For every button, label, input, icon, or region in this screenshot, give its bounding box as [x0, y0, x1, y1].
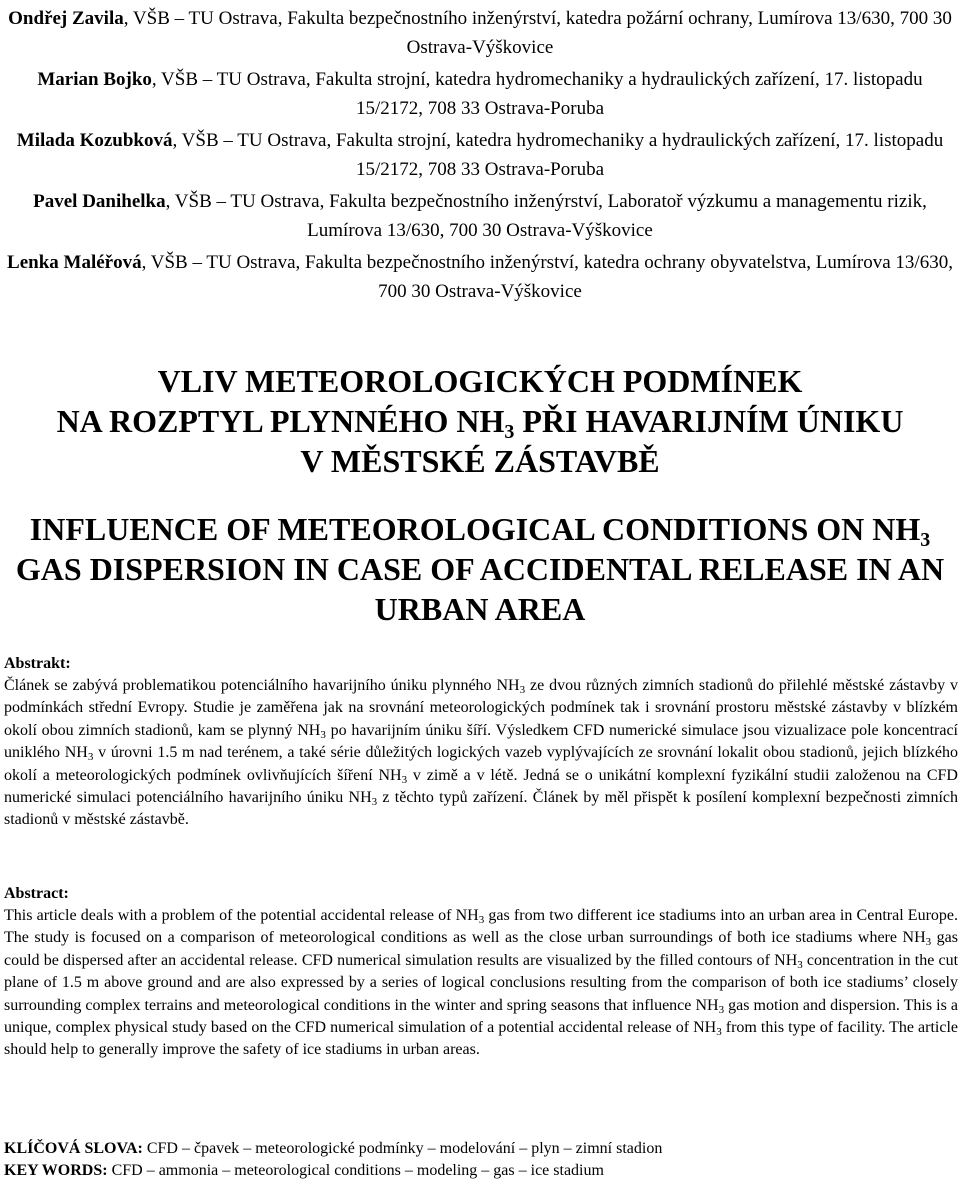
author-affiliation: , VŠB – TU Ostrava, Fakulta bezpečnostního inženýrství, Laboratoř výzkumu a managementu rizik, Lumírova 13/630, 700 30 Ostrava-Výškovice	[165, 191, 927, 241]
keywords-label: KEY WORDS:	[4, 1162, 108, 1179]
abstract-heading: Abstrakt:	[4, 655, 71, 672]
author-entry	[4, 126, 956, 184]
author-list	[4, 4, 956, 309]
keywords-text: CFD – čpavek – meteorologické podmínky – modelování – plyn – zimní stadion	[142, 1140, 663, 1157]
abstract-english	[4, 883, 958, 1062]
subscript: 3	[504, 421, 515, 443]
author-affiliation: , VŠB – TU Ostrava, Fakulta bezpečnostního inženýrství, katedra požární ochrany, Lumírova 13/630, 700 30 Ostrava-Výškovice	[123, 8, 952, 58]
keywords-label: KLÍČOVÁ SLOVA:	[4, 1140, 143, 1157]
author-name: Milada Kozubková	[16, 130, 173, 151]
author-name: Ondřej Zavila	[8, 8, 124, 29]
author-affiliation: , VŠB – TU Ostrava, Fakulta strojní, katedra hydromechaniky a hydraulických zařízení, 17. listopadu 15/2172, 708 33 Ostrava-Poruba	[151, 69, 923, 119]
keywords-czech	[4, 1138, 958, 1160]
author-name: Lenka Maléřová	[7, 252, 142, 273]
author-entry	[4, 4, 956, 62]
czech-title-line	[0, 401, 960, 441]
author-affiliation: , VŠB – TU Ostrava, Fakulta strojní, katedra hydromechaniky a hydraulických zařízení, 17. listopadu 15/2172, 708 33 Ostrava-Poruba	[172, 130, 944, 180]
author-affiliation: , VŠB – TU Ostrava, Fakulta bezpečnostního inženýrství, katedra ochrany obyvatelstva, Lumírova 13/630, 700 30 Ostrava-Výškovice	[141, 252, 953, 302]
author-name: Pavel Danihelka	[33, 191, 166, 212]
english-title-text: INFLUENCE OF METEOROLOGICAL CONDITIONS ON NH	[29, 511, 921, 547]
english-title-line: URBAN AREA	[374, 591, 586, 627]
abstract-text: Článek se zabývá problematikou potenciálního havarijního úniku plynného NH3 ze dvou různých zimních stadionů do přilehlé městské zástavby v podmínkách střední Evropy. Studie je zaměřena jak na srovnání meteorologických podmínek tak i srovnání prostoru městské zástavby v blízkém okolí obou zimních stadionů, kam se plynný NH3 po havarijním úniku šíří. Výsledkem CFD numerické simulace jsou vizualizace pole koncentrací uniklého NH3 v úrovni 1.5 m nad terénem, a také série důležitých logických vazeb vyplývajících ze srovnání lokalit obou stadionů, jejich blízkého okolí a meteorologických podmínek ovlivňujících šíření NH3 v zimě a v létě. Jedná se o unikátní komplexní fyzikální studii založenou na CFD numerické simulaci potenciálního havarijního úniku NH3 z těchto typů zařízení. Článek by měl přispět k posílení komplexní bezpečnosti zimních stadionů v městské zástavbě.	[4, 677, 959, 829]
czech-title	[0, 361, 960, 481]
czech-title-text: NA ROZPTYL PLYNNÉHO NH	[56, 403, 505, 439]
author-entry	[4, 65, 956, 123]
keywords-english	[4, 1160, 958, 1182]
author-name: Marian Bojko	[37, 69, 152, 90]
czech-title-line: V MĚSTSKÉ ZÁSTAVBĚ	[300, 443, 660, 479]
abstract-czech	[4, 653, 958, 832]
abstract-heading: Abstract:	[4, 885, 69, 902]
czech-title-line: VLIV METEOROLOGICKÝCH PODMÍNEK	[157, 363, 803, 399]
czech-title-text: PŘI HAVARIJNÍM ÚNIKU	[514, 403, 904, 439]
abstract-text: This article deals with a problem of the potential accidental release of NH3 gas from two different ice stadiums into an urban area in Central Europe. The study is focused on a comparison of meteorological conditions as well as the close urban surroundings of both ice stadiums where NH3 gas could be dispersed after an accidental release. CFD numerical simulation results are visualized by the filled contours of NH3 concentration in the cut plane of 1.5 m above ground and are also expressed by a series of logical conclusions resulting from the comparison of both ice stadiums’ closely surrounding complex terrains and meteorological conditions in the winter and spring seasons that influence NH3 gas motion and dispersion. This is a unique, complex physical study based on the CFD numerical simulation of a potential accidental release of NH3 from this type of facility. The article should help to generally improve the safety of ice stadiums in urban areas.	[4, 907, 959, 1059]
author-entry	[4, 187, 956, 245]
author-entry	[4, 248, 956, 306]
english-title-line	[0, 509, 960, 549]
english-title	[0, 509, 960, 629]
keywords-text: CFD – ammonia – meteorological conditions – modeling – gas – ice stadium	[107, 1162, 604, 1179]
subscript: 3	[920, 529, 931, 551]
english-title-line: GAS DISPERSION IN CASE OF ACCIDENTAL RELEASE IN AN	[15, 551, 945, 587]
